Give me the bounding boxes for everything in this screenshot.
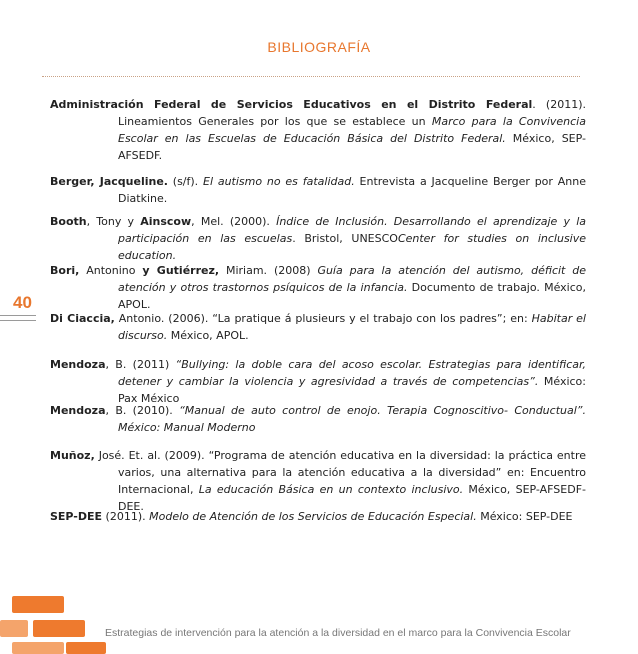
entry-text: México, SEP-AFSEDF. xyxy=(118,132,586,162)
bibliography-entry xyxy=(50,213,586,264)
decorative-block xyxy=(66,642,106,654)
entry-text: , Tony y xyxy=(86,215,141,228)
bibliography-entry xyxy=(50,508,586,525)
page-title: BIBLIOGRAFÍA xyxy=(267,39,371,55)
entry-text: . (2011). Lineamientos Generales por los que se establece un xyxy=(118,98,586,128)
decorative-block xyxy=(12,642,64,654)
entry-author: Bori, xyxy=(50,264,80,277)
entry-title: La educación Básica en un contexto inclusivo. xyxy=(198,483,464,496)
entry-text: México, APOL. xyxy=(167,329,249,342)
entry-author: Mendoza xyxy=(50,404,106,417)
title-divider xyxy=(42,76,580,77)
entry-text: José. Et. al. (2009). “Programa de atención educativa en la diversidad: la práctica entre varios, una alternativa para la atención educativa a la diversidad” en: Encuentro Internacional, xyxy=(94,449,586,496)
entry-author: Ainscow xyxy=(140,215,192,228)
entry-text: , B. (2010). xyxy=(105,404,180,417)
side-rule xyxy=(0,315,36,316)
bibliography-entry xyxy=(50,447,586,515)
entry-text: (s/f). xyxy=(167,175,203,188)
entry-text: Entrevista a Jacqueline Berger por Anne Diatkine. xyxy=(118,175,586,205)
entry-author: SEP-DEE xyxy=(50,510,103,523)
entry-text: Miriam. (2008) xyxy=(219,264,318,277)
bibliography-entry xyxy=(50,173,586,207)
entry-title: Modelo de Atención de los Servicios de Educación Especial. xyxy=(149,510,477,523)
entry-title: Índice de Inclusión. Desarrollando el aprendizaje y la participación en las escuelas xyxy=(118,215,587,245)
entry-text: Documento de trabajo. México, APOL. xyxy=(118,281,586,311)
entry-title: Habitar el discurso. xyxy=(118,312,586,342)
bibliography-entry xyxy=(50,402,586,436)
entry-text: , Mel. (2000). xyxy=(191,215,277,228)
entry-text: México: SEP-DEE xyxy=(476,510,573,523)
entry-text: Antonino xyxy=(79,264,143,277)
page-footer: Estrategias de intervención para la atención a la diversidad en el marco para la Convivencia Escolar xyxy=(105,627,571,639)
entry-title: Guía para la atención del autismo, déficit de atención y otros trastornos psíquicos de la infancia. xyxy=(118,264,587,294)
entry-title: “Bullying: la doble cara del acoso escolar. Estrategias para identificar, detener y cambiar la violencia y agresividad a través de competencias”. xyxy=(118,358,586,388)
entry-text: , B. (2011) xyxy=(105,358,176,371)
entry-author: Booth xyxy=(50,215,87,228)
entry-text: México, SEP-AFSEDF-DEE. xyxy=(118,483,586,513)
decorative-block xyxy=(33,620,85,637)
entry-author: Mendoza xyxy=(50,358,106,371)
page-number: 40 xyxy=(13,293,32,312)
entry-title: Center for studies on inclusive education. xyxy=(118,232,587,262)
side-rule xyxy=(0,320,36,321)
decorative-block xyxy=(0,620,28,637)
entry-author: Administración Federal de Servicios Educativos en el Distrito Federal xyxy=(50,98,533,111)
entry-title: El autismo no es fatalidad. xyxy=(203,175,355,188)
bibliography-entry xyxy=(50,96,586,164)
entry-author: y Gutiérrez, xyxy=(142,264,220,277)
entry-author: Di Ciaccia, xyxy=(50,312,115,325)
bibliography-entry xyxy=(50,262,586,313)
entry-text: Antonio. (2006). “La pratique á plusieurs y el trabajo con los padres”; en: xyxy=(114,312,532,325)
entry-text: México: Pax México xyxy=(118,375,586,405)
decorative-block xyxy=(12,596,64,613)
entry-title: “Manual de auto control de enojo. Terapia Cognoscitivo- Conductual”. México: Manual Moderno xyxy=(118,404,586,434)
entry-author: Muñoz, xyxy=(50,449,95,462)
entry-text: . Bristol, UNESCO xyxy=(292,232,398,245)
entry-title: Marco para la Convivencia Escolar en las Escuelas de Educación Básica del Distrito Federal. xyxy=(118,115,586,145)
entry-author: Berger, Jacqueline. xyxy=(50,175,168,188)
bibliography-entry xyxy=(50,310,586,344)
entry-text: (2011). xyxy=(102,510,150,523)
bibliography-entry xyxy=(50,356,586,407)
